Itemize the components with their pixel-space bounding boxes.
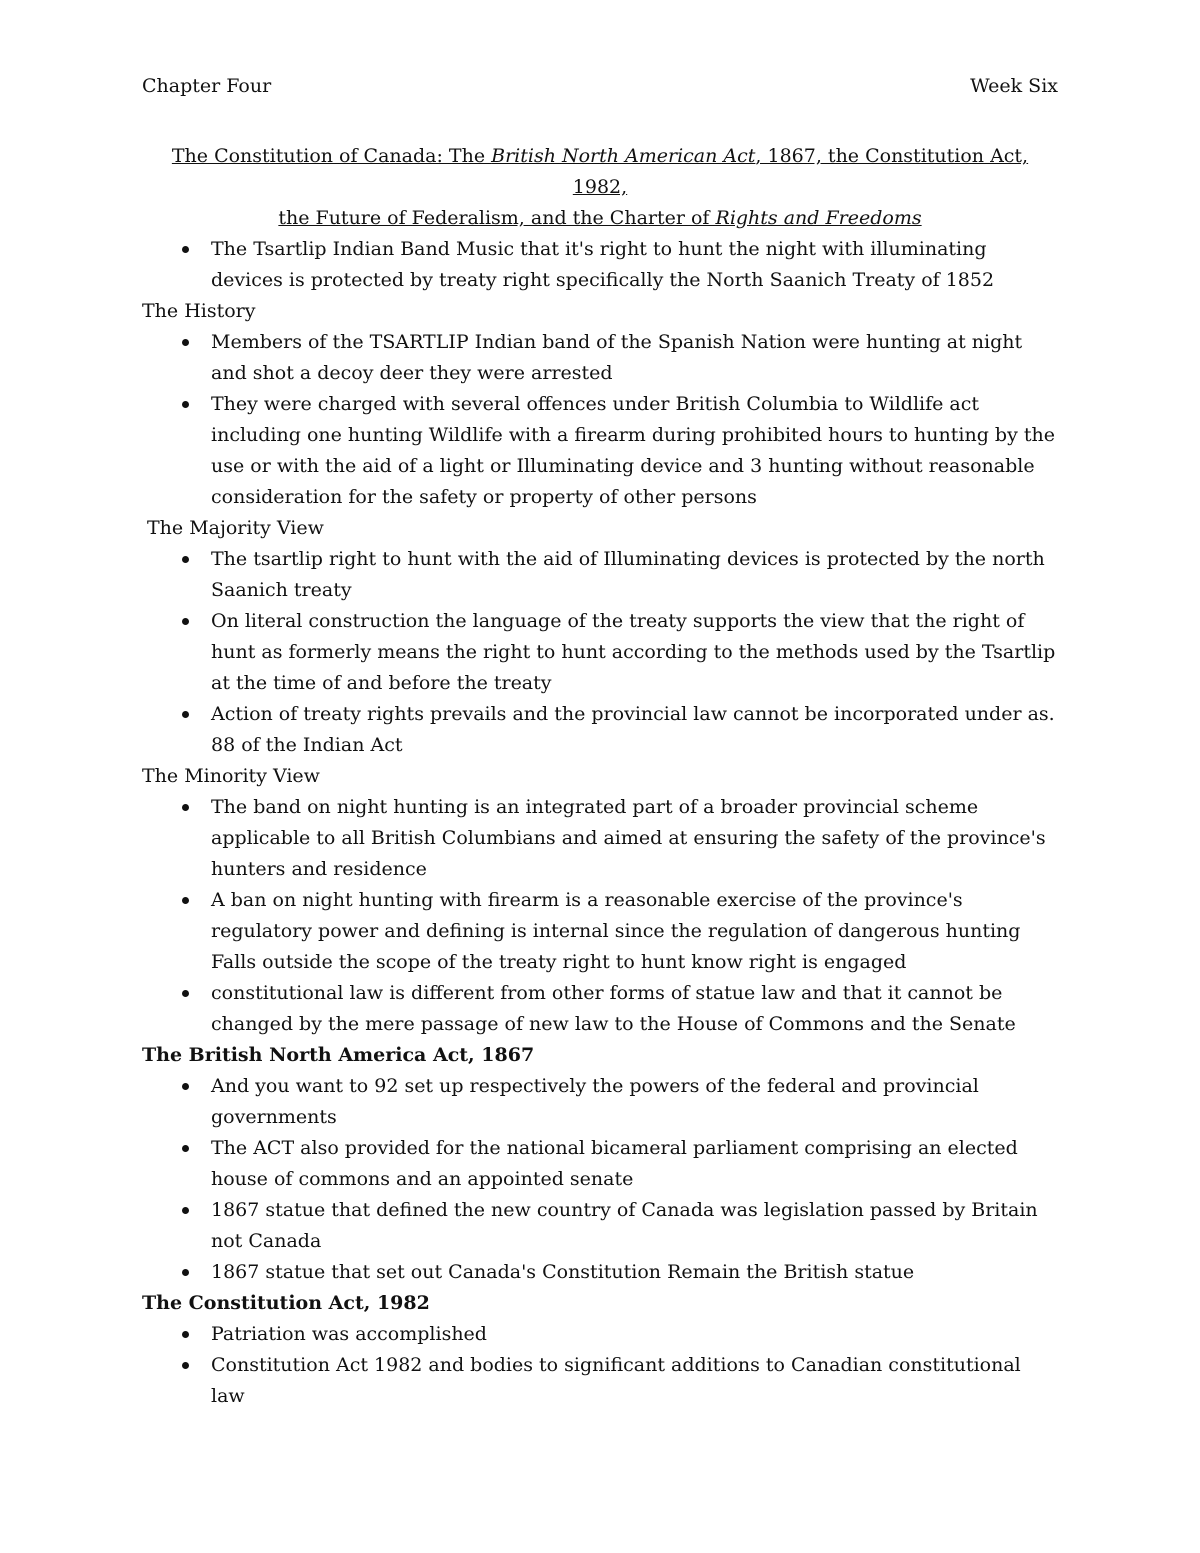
title-text: The Constitution of Canada: The: [171, 145, 492, 167]
title-italic-text: Rights and Freedoms: [715, 207, 922, 229]
header-week: Week Six: [970, 75, 1058, 97]
document-title: [142, 141, 1058, 234]
section-heading-bna-act: The British North America Act, 1867: [142, 1044, 535, 1066]
list-item: The tsartlip right to hunt with the aid of Illuminating devices is protected by the north Saanich treaty: [142, 544, 1058, 606]
list-item: 1867 statue that set out Canada's Constitution Remain the British statue: [142, 1257, 1058, 1288]
title-line-1: [142, 141, 1058, 203]
intro-list: [142, 234, 1058, 296]
list-item: 1867 statue that defined the new country of Canada was legislation passed by Britain not Canada: [142, 1195, 1058, 1257]
list-item: Members of the TSARTLIP Indian band of the Spanish Nation were hunting at night and shot a decoy deer they were arrested: [142, 327, 1058, 389]
list-item: A ban on night hunting with firearm is a reasonable exercise of the province's regulatory power and defining is internal since the regulation of dangerous hunting Falls outside the scope of the treaty right to hunt know right is engaged: [142, 885, 1058, 978]
title-italic-text: British North American Act: [491, 145, 756, 167]
list-item: The ACT also provided for the national bicameral parliament comprising an elected house of commons and an appointed senate: [142, 1133, 1058, 1195]
minority-list: [142, 792, 1058, 1040]
title-line-2: [142, 203, 1058, 234]
list-item: constitutional law is different from other forms of statue law and that it cannot be changed by the mere passage of new law to the House of Commons and the Senate: [142, 978, 1058, 1040]
list-item: The Tsartlip Indian Band Music that it's right to hunt the night with illuminating devices is protected by treaty right specifically the North Saanich Treaty of 1852: [142, 234, 1058, 296]
document-body: [142, 234, 1058, 1412]
section-heading-constitution-act-1982: The Constitution Act, 1982: [142, 1292, 430, 1314]
majority-list: [142, 544, 1058, 761]
list-item: On literal construction the language of the treaty supports the view that the right of hunt as formerly means the right to hunt according to the methods used by the Tsartlip at the time of and before the treaty: [142, 606, 1058, 699]
list-item: Patriation was accomplished: [142, 1319, 1058, 1350]
list-item: They were charged with several offences under British Columbia to Wildlife act including one hunting Wildlife with a firearm during prohibited hours to hunting by the use or with the aid of a light or Illuminating device and 3 hunting without reasonable consideration for the safety or property of other persons: [142, 389, 1058, 513]
section-heading-majority-view: The Majority View: [147, 517, 324, 539]
header-chapter: Chapter Four: [142, 75, 272, 97]
history-list: [142, 327, 1058, 513]
list-item: And you want to 92 set up respectively the powers of the federal and provincial governments: [142, 1071, 1058, 1133]
constitution-act-list: [142, 1319, 1058, 1412]
title-text: the Future of Federalism, and the Charter of: [278, 207, 716, 229]
list-item: Action of treaty rights prevails and the provincial law cannot be incorporated under as. 88 of the Indian Act: [142, 699, 1058, 761]
section-heading-history: The History: [142, 300, 256, 322]
list-item: The band on night hunting is an integrated part of a broader provincial scheme applicable to all British Columbians and aimed at ensuring the safety of the province's hunters and residence: [142, 792, 1058, 885]
bna-list: [142, 1071, 1058, 1288]
title-text: , 1867, the Constitution Act, 1982,: [572, 145, 1029, 198]
section-heading-minority-view: The Minority View: [142, 765, 320, 787]
list-item: Constitution Act 1982 and bodies to significant additions to Canadian constitutional law: [142, 1350, 1058, 1412]
